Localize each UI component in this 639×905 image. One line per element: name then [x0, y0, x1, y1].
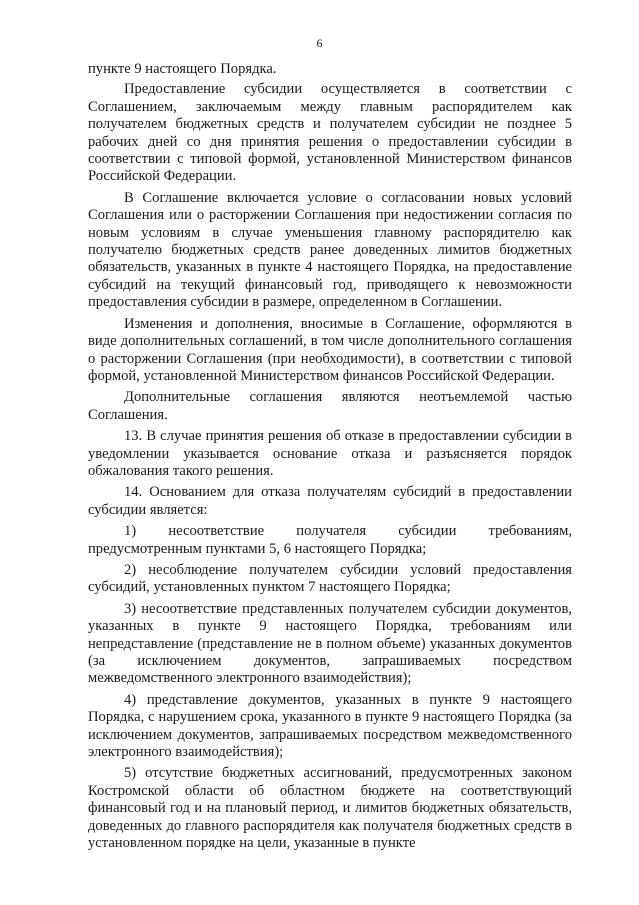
paragraph-agreement-provision: Предоставление субсидии осуществляется в соответствии с Соглашением, заключаемым между главным распорядителем как получателем бюджетных средств и получателем субсидии не позднее 5 рабочих дней со дня принятия решения о предоставлении субсидии в соответствии с типовой формой, установленной Министерством финансов Российской Федерации.: [88, 81, 572, 185]
paragraph-additional-agreements: Дополнительные соглашения являются неотъемлемой частью Соглашения.: [88, 389, 572, 423]
paragraph-agreement-conditions: В Соглашение включается условие о согласовании новых условий Соглашения или о расторжении Соглашения при недостижении согласия по новым условиям в случае уменьшения главному распорядителю как получателю бюджетных средств ранее доведенных лимитов бюджетных обязательств, указанных в пункте 4 настоящего Порядка, на предоставление субсидий на текущий финансовый год, приводящего к невозможности предоставления субсидии в размере, определенном в Соглашении.: [88, 189, 572, 311]
paragraph-agreement-amendments: Изменения и дополнения, вносимые в Соглашение, оформляются в виде дополнительных соглашений, в том числе дополнительного соглашения о расторжении Соглашения (при необходимости), в соответствии с типовой формой, установленной Министерством финансов Российской Федерации.: [88, 315, 572, 384]
paragraph-reason-1: 1) несоответствие получателя субсидии требованиям, предусмотренным пунктами 5, 6 настоящего Порядка;: [88, 523, 572, 557]
paragraph-reason-4: 4) представление документов, указанных в пункте 9 настоящего Порядка, с нарушением срока, указанного в пункте 9 настоящего Порядка (за исключением документов, запрашиваемых посредством межведомственного электронного взаимодействия);: [88, 691, 572, 761]
page-number: 6: [316, 36, 323, 50]
paragraph-item-14: 14. Основанием для отказа получателям субсидий в предоставлении субсидии является:: [88, 484, 572, 518]
paragraph-continuation: пункте 9 настоящего Порядка.: [88, 61, 277, 77]
paragraph-item-13: 13. В случае принятия решения об отказе в предоставлении субсидии в уведомлении указывается основание отказа и разъясняется порядок обжалования такого решения.: [88, 428, 572, 479]
paragraph-reason-3: 3) несоответствие представленных получателем субсидии документов, указанных в пункте 9 настоящего Порядка, требованиям или непредставление (представление не в полном объеме) указанных документов (за исключением документов, запрашиваемых посредством межведомственного электронного взаимодействия);: [88, 600, 572, 687]
paragraph-reason-5: 5) отсутствие бюджетных ассигнований, предусмотренных законом Костромской области об областном бюджете на соответствующий финансовый год и на плановый период, и лимитов бюджетных обязательств, доведенных до главного распорядителя как получателя бюджетных средств в установленном порядке на цели, указанные в пункте: [88, 765, 572, 852]
paragraph-reason-2: 2) несоблюдение получателем субсидии условий предоставления субсидий, установленных пунктом 7 настоящего Порядка;: [88, 561, 572, 596]
document-body: [88, 61, 572, 856]
